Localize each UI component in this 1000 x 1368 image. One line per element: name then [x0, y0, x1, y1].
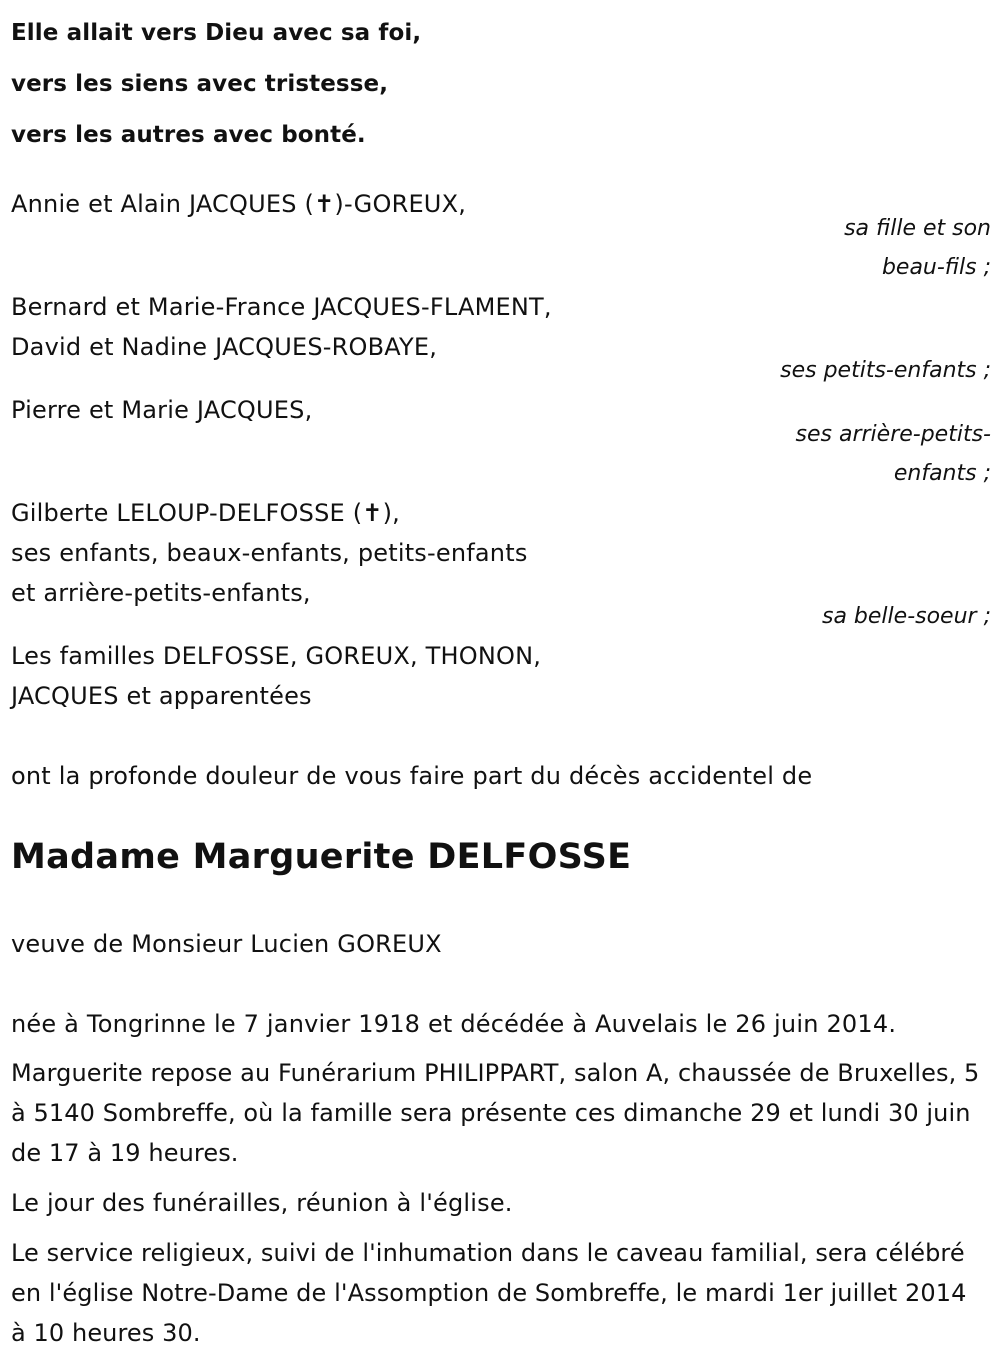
repose-paragraph: Marguerite repose au Funérarium PHILIPPART, salon A, chaussée de Bruxelles, 5 à 5140 Sombreffe, où la famille sera présente ces dimanche 29 et lundi 30 juin de 17 à 19 heures. — [11, 1059, 980, 1167]
relation-arriere-line-1: ses arrière-petits- — [795, 422, 991, 447]
poem-line-2: vers les siens avec tristesse, — [11, 71, 389, 97]
widow-of-text: veuve de Monsieur Lucien GOREUX — [11, 930, 442, 958]
family-gilberte: Gilberte LELOUP-DELFOSSE (✝), — [11, 499, 400, 527]
birth-death-dates: née à Tongrinne le 7 janvier 1918 et décédée à Auvelais le 26 juin 2014. — [11, 1010, 897, 1038]
family-bernard: Bernard et Marie-France JACQUES-FLAMENT, — [11, 293, 552, 321]
relation-petits-enfants: ses petits-enfants ; — [780, 358, 991, 383]
family-pierre: Pierre et Marie JACQUES, — [11, 396, 313, 424]
opening-poem — [11, 8, 711, 161]
poem-line-3: vers les autres avec bonté. — [11, 122, 366, 148]
family-david: David et Nadine JACQUES-ROBAYE, — [11, 333, 438, 361]
deceased-name: Madame Marguerite DELFOSSE — [11, 837, 632, 877]
family-gilberte-arriere: et arrière-petits-enfants, — [11, 579, 311, 607]
families-line-2: JACQUES et apparentées — [11, 682, 312, 710]
relation-belle-soeur: sa belle-soeur ; — [822, 604, 991, 629]
obituary-page — [11, 0, 991, 1368]
announcement-text: ont la profonde douleur de vous faire part du décès accidentel de — [11, 762, 813, 790]
family-gilberte-enfants: ses enfants, beaux-enfants, petits-enfants — [11, 539, 528, 567]
relation-fille-line-1: sa fille et son — [844, 216, 991, 241]
relation-arriere-line-2: enfants ; — [893, 461, 991, 486]
poem-line-1: Elle allait vers Dieu avec sa foi, — [11, 20, 422, 46]
relation-fille-line-2: beau-fils ; — [881, 255, 991, 280]
service-paragraph: Le service religieux, suivi de l'inhumation dans le caveau familial, sera célébré en l'église Notre-Dame de l'Assomption de Sombreffe, le mardi 1er juillet 2014 à 10 heures 30. — [11, 1239, 967, 1347]
families-line-1: Les familles DELFOSSE, GOREUX, THONON, — [11, 642, 542, 670]
funeral-day-text: Le jour des funérailles, réunion à l'église. — [11, 1189, 513, 1217]
family-annie-alain: Annie et Alain JACQUES (✝)-GOREUX, — [11, 190, 467, 218]
